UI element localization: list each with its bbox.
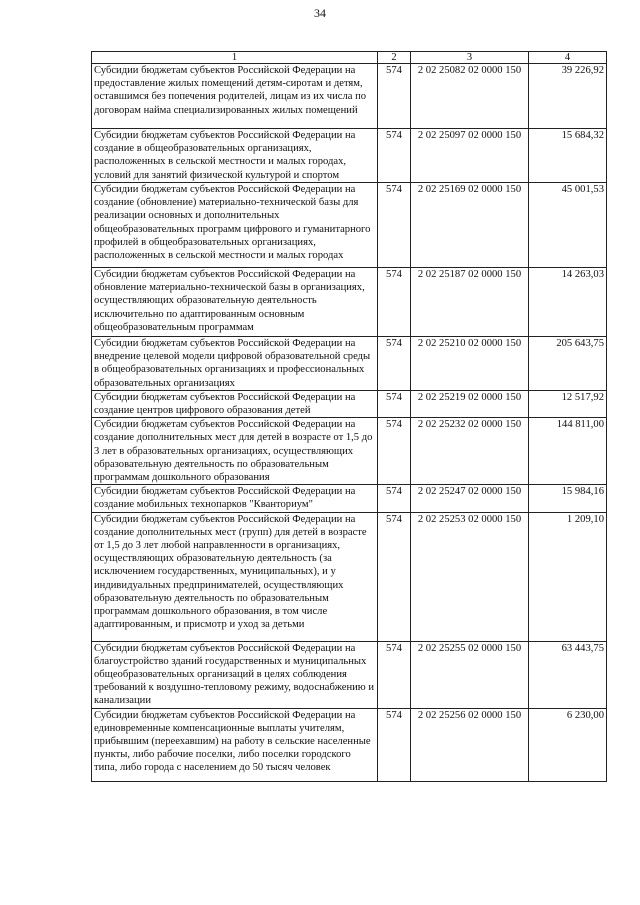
row-admin-code-cell: 574 xyxy=(378,129,411,183)
table-row xyxy=(92,485,607,512)
row-budget-code-cell: 2 02 25256 02 0000 150 xyxy=(411,708,529,781)
row-name-cell: Субсидии бюджетам субъектов Российской Федерации на внедрение целевой модели цифровой образовательной среды в общеобразовательных организациях и профессиональных образовательных организациях xyxy=(92,337,378,391)
row-budget-code-cell: 2 02 25232 02 0000 150 xyxy=(411,418,529,485)
column-header: 4 xyxy=(529,52,607,64)
row-budget-code-cell: 2 02 25210 02 0000 150 xyxy=(411,337,529,391)
table-row xyxy=(92,129,607,183)
row-amount-cell: 63 443,75 xyxy=(529,641,607,708)
row-name-cell: Субсидии бюджетам субъектов Российской Федерации на создание дополнительных мест (групп) для детей в возрасте от 1,5 до 3 лет любой направленности в организациях, осуществляющих образовательную деятельность (за исключением государственных, муниципальных), и у индивидуальных предпринимателей, осуществляющих образовательную деятельность по образовательным программам дошкольного образования, в том числе адаптированным, и присмотр и уход за детьми xyxy=(92,512,378,641)
row-name-cell: Субсидии бюджетам субъектов Российской Федерации на создание (обновление) материально-технической базы для реализации основных и дополнительных общеобразовательных программ цифрового и гуманитарного профилей в общеобразовательных организациях, расположенных в сельской местности и малых городах xyxy=(92,183,378,268)
table-row xyxy=(92,708,607,781)
row-admin-code-cell: 574 xyxy=(378,390,411,417)
row-name-cell: Субсидии бюджетам субъектов Российской Федерации на создание центров цифрового образования детей xyxy=(92,390,378,417)
table-row xyxy=(92,64,607,129)
row-admin-code-cell: 574 xyxy=(378,512,411,641)
row-budget-code-cell: 2 02 25082 02 0000 150 xyxy=(411,64,529,129)
row-name-cell: Субсидии бюджетам субъектов Российской Федерации на создание дополнительных мест для детей в возрасте от 1,5 до 3 лет в образовательных организациях, осуществляющих образовательную деятельность по образовательным программам дошкольного образования xyxy=(92,418,378,485)
budget-table xyxy=(91,51,607,782)
table-row xyxy=(92,183,607,268)
row-amount-cell: 45 001,53 xyxy=(529,183,607,268)
row-amount-cell: 14 263,03 xyxy=(529,268,607,337)
row-amount-cell: 1 209,10 xyxy=(529,512,607,641)
table-row xyxy=(92,641,607,708)
row-admin-code-cell: 574 xyxy=(378,337,411,391)
table-header-row xyxy=(92,52,607,64)
column-header: 2 xyxy=(378,52,411,64)
row-amount-cell: 15 684,32 xyxy=(529,129,607,183)
row-name-cell: Субсидии бюджетам субъектов Российской Федерации на обновление материально-технической базы в организациях, осуществляющих образовательную деятельность исключительно по адаптированным основным общеобразовательным программам xyxy=(92,268,378,337)
row-budget-code-cell: 2 02 25187 02 0000 150 xyxy=(411,268,529,337)
row-amount-cell: 12 517,92 xyxy=(529,390,607,417)
row-admin-code-cell: 574 xyxy=(378,485,411,512)
row-budget-code-cell: 2 02 25247 02 0000 150 xyxy=(411,485,529,512)
table-row xyxy=(92,418,607,485)
page-number: 34 xyxy=(314,6,326,20)
row-name-cell: Субсидии бюджетам субъектов Российской Федерации на создание мобильных технопарков "Кванториум" xyxy=(92,485,378,512)
row-name-cell: Субсидии бюджетам субъектов Российской Федерации на создание в общеобразовательных организациях, расположенных в сельской местности и малых городах, условий для занятий физической культурой и спортом xyxy=(92,129,378,183)
row-amount-cell: 6 230,00 xyxy=(529,708,607,781)
row-admin-code-cell: 574 xyxy=(378,64,411,129)
row-budget-code-cell: 2 02 25219 02 0000 150 xyxy=(411,390,529,417)
table-row xyxy=(92,337,607,391)
column-header: 1 xyxy=(92,52,378,64)
table-body xyxy=(92,64,607,782)
table-row xyxy=(92,268,607,337)
row-name-cell: Субсидии бюджетам субъектов Российской Федерации на единовременные компенсационные выплаты учителям, прибывшим (переехавшим) на работу в сельские населенные пункты, либо рабочие поселки, либо поселки городского типа, либо города с населением до 50 тысяч человек xyxy=(92,708,378,781)
table-row xyxy=(92,390,607,417)
row-amount-cell: 144 811,00 xyxy=(529,418,607,485)
row-admin-code-cell: 574 xyxy=(378,418,411,485)
row-budget-code-cell: 2 02 25169 02 0000 150 xyxy=(411,183,529,268)
row-amount-cell: 39 226,92 xyxy=(529,64,607,129)
column-header: 3 xyxy=(411,52,529,64)
row-budget-code-cell: 2 02 25253 02 0000 150 xyxy=(411,512,529,641)
row-amount-cell: 205 643,75 xyxy=(529,337,607,391)
row-amount-cell: 15 984,16 xyxy=(529,485,607,512)
row-budget-code-cell: 2 02 25255 02 0000 150 xyxy=(411,641,529,708)
table-row xyxy=(92,512,607,641)
row-admin-code-cell: 574 xyxy=(378,708,411,781)
row-admin-code-cell: 574 xyxy=(378,641,411,708)
row-admin-code-cell: 574 xyxy=(378,183,411,268)
row-admin-code-cell: 574 xyxy=(378,268,411,337)
row-budget-code-cell: 2 02 25097 02 0000 150 xyxy=(411,129,529,183)
row-name-cell: Субсидии бюджетам субъектов Российской Федерации на благоустройство зданий государственных и муниципальных общеобразовательных организаций в целях соблюдения требований к воздушно-тепловому режиму, водоснабжению и канализации xyxy=(92,641,378,708)
row-name-cell: Субсидии бюджетам субъектов Российской Федерации на предоставление жилых помещений детям-сиротам и детям, оставшимся без попечения родителей, лицам из их числа по договорам найма специализированных жилых помещений xyxy=(92,64,378,129)
